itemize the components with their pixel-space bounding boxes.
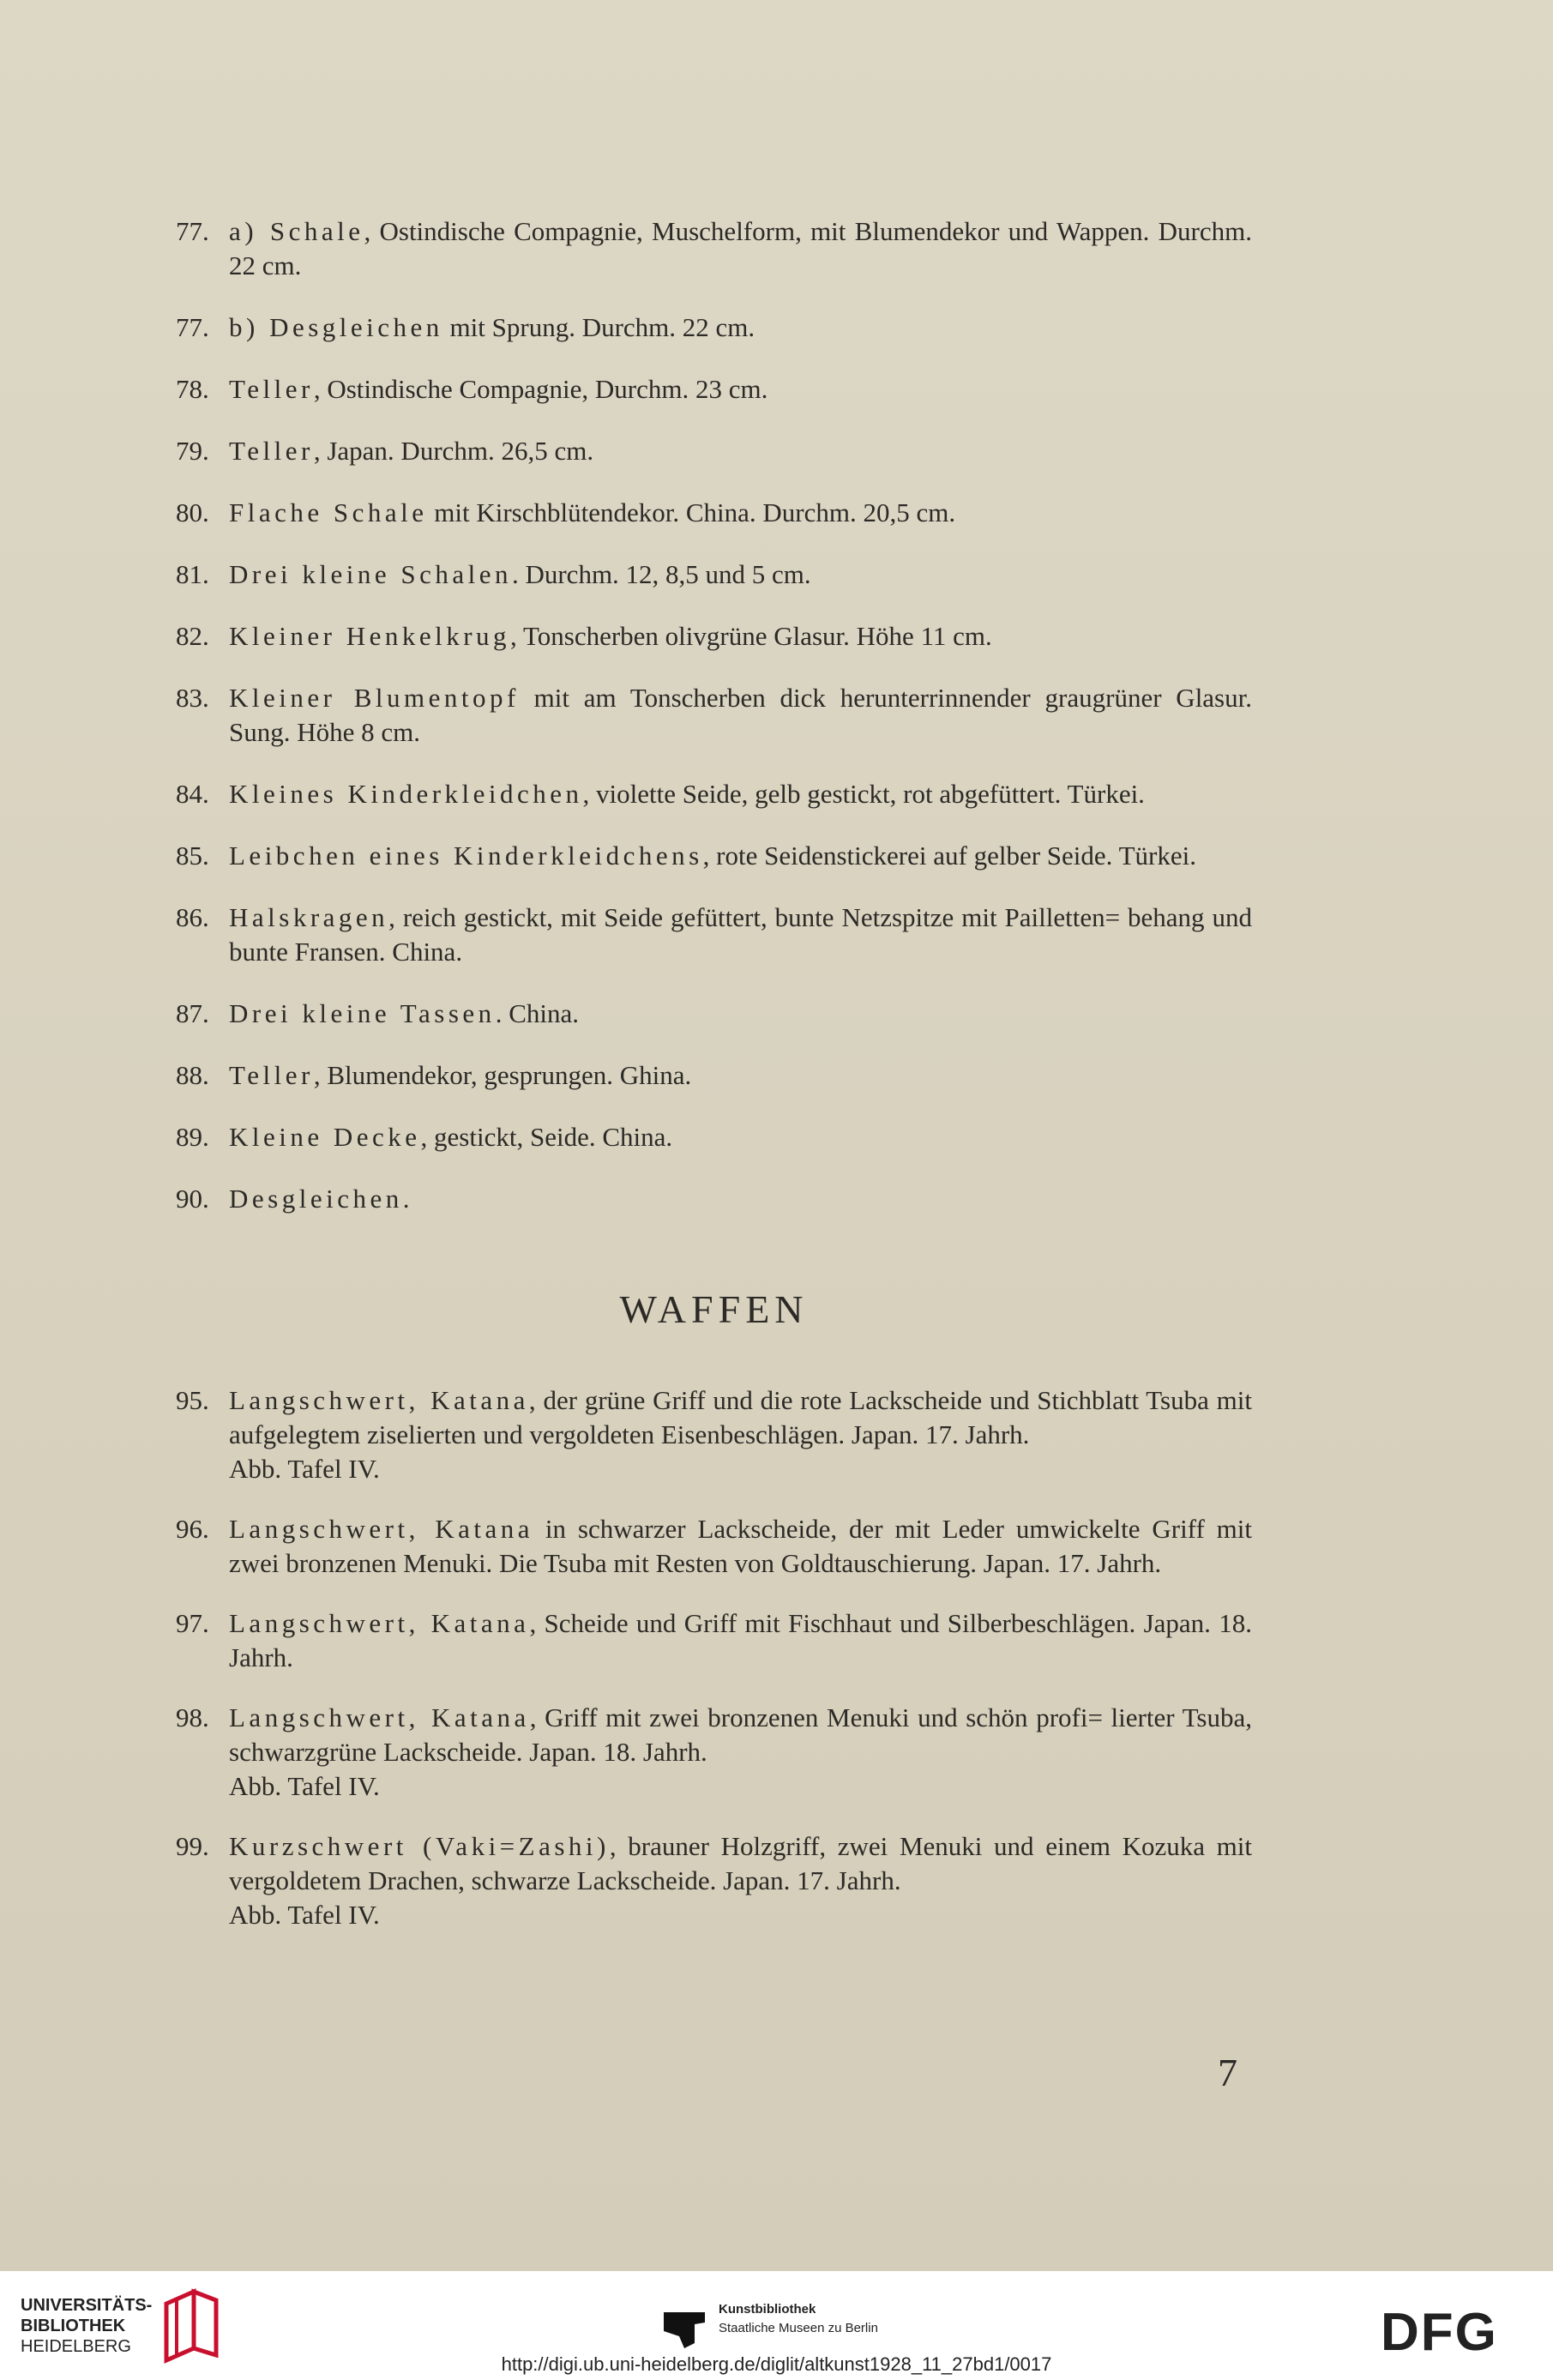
weapons-entries	[176, 1383, 1252, 1932]
entry-number: 87.	[176, 998, 209, 1028]
entry-description: mit am Tonscherben dick herunterrinnender graugrüner Glasur. Sung. Höhe 8 cm.	[229, 683, 1252, 747]
ceramics-textiles-entries	[176, 214, 1252, 1216]
entry-description: , Scheide und Griff mit Fischhaut und Silberbeschlägen. Japan. 18. Jahrh.	[229, 1608, 1252, 1672]
entry-number: 77.	[176, 312, 209, 342]
entry-number: 96.	[176, 1514, 209, 1544]
entry-body	[229, 681, 1252, 750]
page-number: 7	[1218, 2051, 1237, 2094]
catalog-entry	[176, 1058, 1252, 1093]
catalog-entry	[176, 619, 1252, 654]
footer-bar	[0, 2271, 1553, 2380]
entry-description: , Japan. Durchm. 26,5 cm.	[313, 436, 594, 466]
entry-body	[229, 997, 1252, 1031]
weapon-entry	[176, 1701, 1252, 1804]
entry-description: . Durchm. 12, 8,5 und 5 cm.	[511, 559, 811, 589]
entry-body	[229, 619, 1252, 654]
entry-title: Drei kleine Schalen	[229, 559, 512, 589]
plate-reference: Abb. Tafel IV.	[229, 1454, 380, 1484]
catalog-entry	[176, 1120, 1252, 1154]
entry-title: Kleiner Henkelkrug	[229, 621, 511, 651]
catalog-entry	[176, 434, 1252, 468]
kunstbibliothek-text	[719, 2300, 942, 2338]
entry-title: a) Schale	[229, 216, 364, 246]
entry-body	[229, 901, 1252, 969]
entry-title: Langschwert, Katana	[229, 1385, 529, 1415]
entry-description: , Ostindische Compagnie, Durchm. 23 cm.	[313, 374, 768, 404]
entry-body	[229, 1120, 1252, 1154]
entry-number: 88.	[176, 1060, 209, 1090]
entry-description: , violette Seide, gelb gestickt, rot abgefüttert. Türkei.	[582, 779, 1145, 809]
entry-body	[229, 310, 1252, 345]
section-title: WAFFEN	[619, 1287, 809, 1331]
ub-heidelberg-logo[interactable]	[21, 2295, 152, 2357]
dfg-logo[interactable]: DFG	[1381, 2303, 1498, 2362]
catalog-entry	[176, 214, 1252, 283]
entry-description: , Ostindische Compagnie, Muschelform, mit Blumendekor und Wappen. Durchm. 22 cm.	[229, 216, 1253, 280]
entry-title: Langschwert, Katana	[229, 1514, 534, 1544]
entry-body	[229, 372, 1252, 407]
entry-body	[229, 214, 1252, 283]
plate-reference: Abb. Tafel IV.	[229, 1771, 380, 1801]
ub-line-1: UNIVERSITÄTS-	[21, 2296, 153, 2315]
catalog-entry	[176, 681, 1252, 750]
entry-body	[229, 1829, 1252, 1932]
entry-number: 83.	[176, 683, 209, 713]
entry-body	[229, 1182, 1252, 1216]
entry-title: Langschwert, Katana	[229, 1702, 530, 1732]
entry-number: 79.	[176, 436, 209, 466]
catalog-entry	[176, 901, 1252, 969]
entry-description: , brauner Holzgriff, zwei Menuki und einem Kozuka mit vergoldetem Drachen, schwarze Lackscheide. Japan. 17. Jahrh.	[229, 1831, 1252, 1895]
entry-description: , rote Seidenstickerei auf gelber Seide. Türkei.	[702, 841, 1196, 871]
entry-number: 80.	[176, 497, 209, 527]
ub-line-2: BIBLIOTHEK	[21, 2317, 126, 2335]
entry-title: b) Desgleichen	[229, 312, 443, 342]
entry-number: 85.	[176, 841, 209, 871]
entry-title: Kurzschwert (Vaki=Zashi)	[229, 1831, 610, 1861]
entry-number: 81.	[176, 559, 209, 589]
entry-body	[229, 1383, 1252, 1486]
entry-description: mit Kirschblütendekor. China. Durchm. 20,5 cm.	[427, 497, 956, 527]
entry-body	[229, 557, 1252, 592]
entry-body	[229, 496, 1252, 530]
ub-line-3: HEIDELBERG	[21, 2337, 131, 2356]
catalog-entry	[176, 496, 1252, 530]
entry-title: Flache Schale	[229, 497, 428, 527]
entry-description: in schwarzer Lackscheide, der mit Leder umwickelte Griff mit zwei bronzenen Menuki. Die Tsuba mit Resten von Goldtauschierung. Japan. 17. Jahrh.	[229, 1514, 1252, 1578]
entry-body	[229, 1058, 1252, 1093]
weapon-entry	[176, 1606, 1252, 1675]
entry-number: 95.	[176, 1385, 209, 1415]
entry-title: Teller	[229, 436, 314, 466]
entry-body	[229, 434, 1252, 468]
entry-body	[229, 1606, 1252, 1675]
entry-number: 82.	[176, 621, 209, 651]
entry-number: 98.	[176, 1702, 209, 1732]
entry-title: Leibchen eines Kinderkleidchens	[229, 841, 703, 871]
entry-title: Teller	[229, 374, 314, 404]
weapon-entry	[176, 1512, 1252, 1581]
catalog-entry	[176, 310, 1252, 345]
entry-body	[229, 839, 1252, 873]
entry-description: , gestickt, Seide. China.	[420, 1122, 673, 1152]
entry-body	[229, 777, 1252, 811]
entry-title: Kleiner Blumentopf	[229, 683, 520, 713]
entry-title: Kleine Decke	[229, 1122, 421, 1152]
catalog-entry	[176, 1182, 1252, 1216]
catalog-entry	[176, 997, 1252, 1031]
entry-number: 90.	[176, 1184, 209, 1214]
catalog-list	[176, 214, 1252, 1958]
catalog-entry	[176, 372, 1252, 407]
entry-number: 99.	[176, 1831, 209, 1861]
entry-number: 89.	[176, 1122, 209, 1152]
entry-number: 77.	[176, 216, 209, 246]
catalog-entry	[176, 557, 1252, 592]
entry-description: , Griff mit zwei bronzenen Menuki und schön profi= lierter Tsuba, schwarzgrüne Lackscheide. Japan. 18. Jahrh.	[229, 1702, 1252, 1767]
plate-reference: Abb. Tafel IV.	[229, 1900, 380, 1930]
entry-description: , reich gestickt, mit Seide gefüttert, bunte Netzspitze mit Pailletten= behang und bunte Fransen. China.	[229, 902, 1252, 967]
entry-body	[229, 1512, 1252, 1581]
entry-description: mit Sprung. Durchm. 22 cm.	[442, 312, 755, 342]
weapon-entry	[176, 1829, 1252, 1932]
permalink-url[interactable]: http://digi.ub.uni-heidelberg.de/diglit/altkunst1928_11_27bd1/0017	[501, 2353, 1052, 2375]
kunstbibliothek-eagle-icon	[660, 2305, 708, 2350]
entry-description: , Blumendekor, gesprungen. Ghina.	[313, 1060, 692, 1090]
entry-title: Kleines Kinderkleidchen	[229, 779, 583, 809]
entry-description: , der grüne Griff und die rote Lackscheide und Stichblatt Tsuba mit aufgelegtem ziselierten und vergoldeten Eisenbeschlägen. Japan. 17. Jahrh.	[229, 1385, 1252, 1449]
ub-book-icon	[160, 2287, 221, 2364]
entry-title: Teller	[229, 1060, 314, 1090]
entry-title: Halskragen	[229, 902, 389, 932]
kb-line-1: Kunstbibliothek	[719, 2302, 816, 2317]
catalog-entry	[176, 839, 1252, 873]
entry-number: 84.	[176, 779, 209, 809]
entry-number: 86.	[176, 902, 209, 932]
kb-line-2: Staatliche Museen zu Berlin	[719, 2321, 878, 2335]
entry-number: 97.	[176, 1608, 209, 1638]
entry-description: .	[402, 1184, 410, 1214]
entry-title: Drei kleine Tassen	[229, 998, 496, 1028]
entry-body	[229, 1701, 1252, 1804]
catalog-entry	[176, 777, 1252, 811]
entry-description: . China.	[495, 998, 579, 1028]
entry-title: Desgleichen	[229, 1184, 403, 1214]
entry-number: 78.	[176, 374, 209, 404]
entry-title: Langschwert, Katana	[229, 1608, 530, 1638]
entry-description: , Tonscherben olivgrüne Glasur. Höhe 11 cm.	[510, 621, 992, 651]
weapon-entry	[176, 1383, 1252, 1486]
